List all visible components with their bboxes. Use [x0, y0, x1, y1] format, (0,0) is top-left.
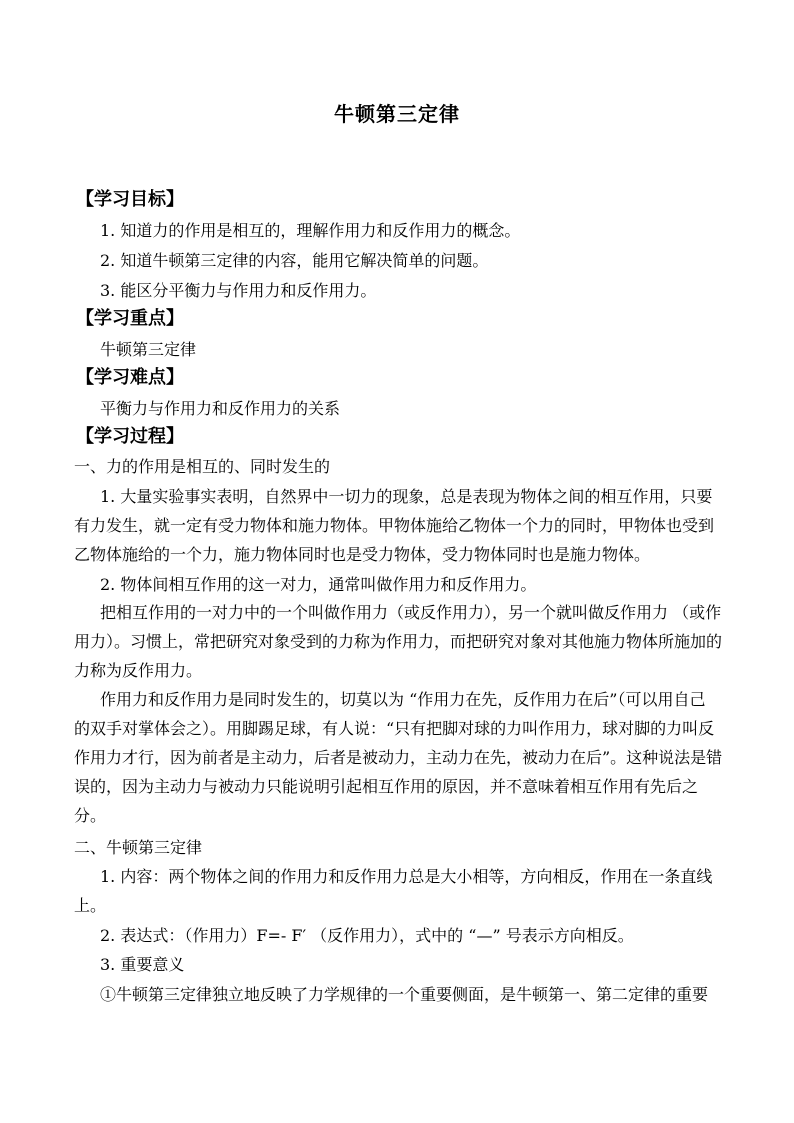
- paragraph-line: ①牛顿第三定律独立地反映了力学规律的一个重要侧面，是牛顿第一、第二定律的重要: [100, 985, 709, 1004]
- objective-item: 2. 知道牛顿第三定律的内容，能用它解决简单的问题。: [100, 251, 489, 270]
- paragraph-line: 3. 重要意义: [100, 955, 185, 974]
- section-two-title: 二、牛顿第三定律: [74, 838, 203, 857]
- paragraph-line: 1. 大量实验事实表明，自然界中一切力的现象，总是表现为物体之间的相互作用，只要: [100, 487, 713, 506]
- objective-item: 3. 能区分平衡力与作用力和反作用力。: [100, 281, 377, 300]
- paragraph-line: 2. 物体间相互作用的这一对力，通常叫做作用力和反作用力。: [100, 575, 537, 594]
- page-title: 牛顿第三定律: [334, 102, 460, 126]
- paragraph-line: 1. 内容：两个物体之间的作用力和反作用力总是大小相等，方向相反，作用在一条直线: [100, 867, 713, 886]
- key-points-heading: 【学习重点】: [76, 308, 184, 329]
- paragraph-line: 用力）。习惯上，常把研究对象受到的力称为作用力，而把研究对象对其他施力物体所施加的: [74, 632, 723, 651]
- process-heading: 【学习过程】: [76, 426, 184, 447]
- objectives-heading: 【学习目标】: [76, 189, 184, 210]
- paragraph-line: 把相互作用的一对力中的一个叫做作用力（或反作用力），另一个就叫做反作用力 （或作: [100, 603, 722, 622]
- objective-item: 1. 知道力的作用是相互的，理解作用力和反作用力的概念。: [100, 221, 521, 240]
- paragraph-line: 有力发生，就一定有受力物体和施力物体。甲物体施给乙物体一个力的同时，甲物体也受到: [74, 516, 715, 535]
- paragraph-line: 的双手对掌体会之）。用脚踢足球，有人说：“只有把脚对球的力叫作用力，球对脚的力叫反: [74, 719, 715, 738]
- paragraph-line: 力称为反作用力。: [74, 661, 203, 680]
- paragraph-line: 误的，因为主动力与被动力只能说明引起相互作用的原因，并不意味着相互作用有先后之: [74, 777, 699, 796]
- difficulty-heading: 【学习难点】: [76, 367, 184, 388]
- paragraph-line: 作用力才行，因为前者是主动力，后者是被动力，主动力在先，被动力在后”。这种说法是错: [74, 748, 723, 767]
- paragraph-line: 作用力和反作用力是同时发生的，切莫以为 “作用力在先，反作用力在后”（可以用自己: [100, 690, 706, 709]
- paragraph-line: 上。: [74, 896, 107, 915]
- paragraph-line: 2. 表达式：（作用力）F=- F′ （反作用力），式中的 “—” 号表示方向相反。: [100, 926, 634, 945]
- difficulty-text: 平衡力与作用力和反作用力的关系: [100, 399, 341, 418]
- paragraph-line: 乙物体施给的一个力，施力物体同时也是受力物体，受力物体同时也是施力物体。: [74, 545, 651, 564]
- key-points-text: 牛顿第三定律: [100, 340, 197, 359]
- paragraph-line: 分。: [74, 806, 107, 825]
- section-one-title: 一、力的作用是相互的、同时发生的: [74, 457, 331, 476]
